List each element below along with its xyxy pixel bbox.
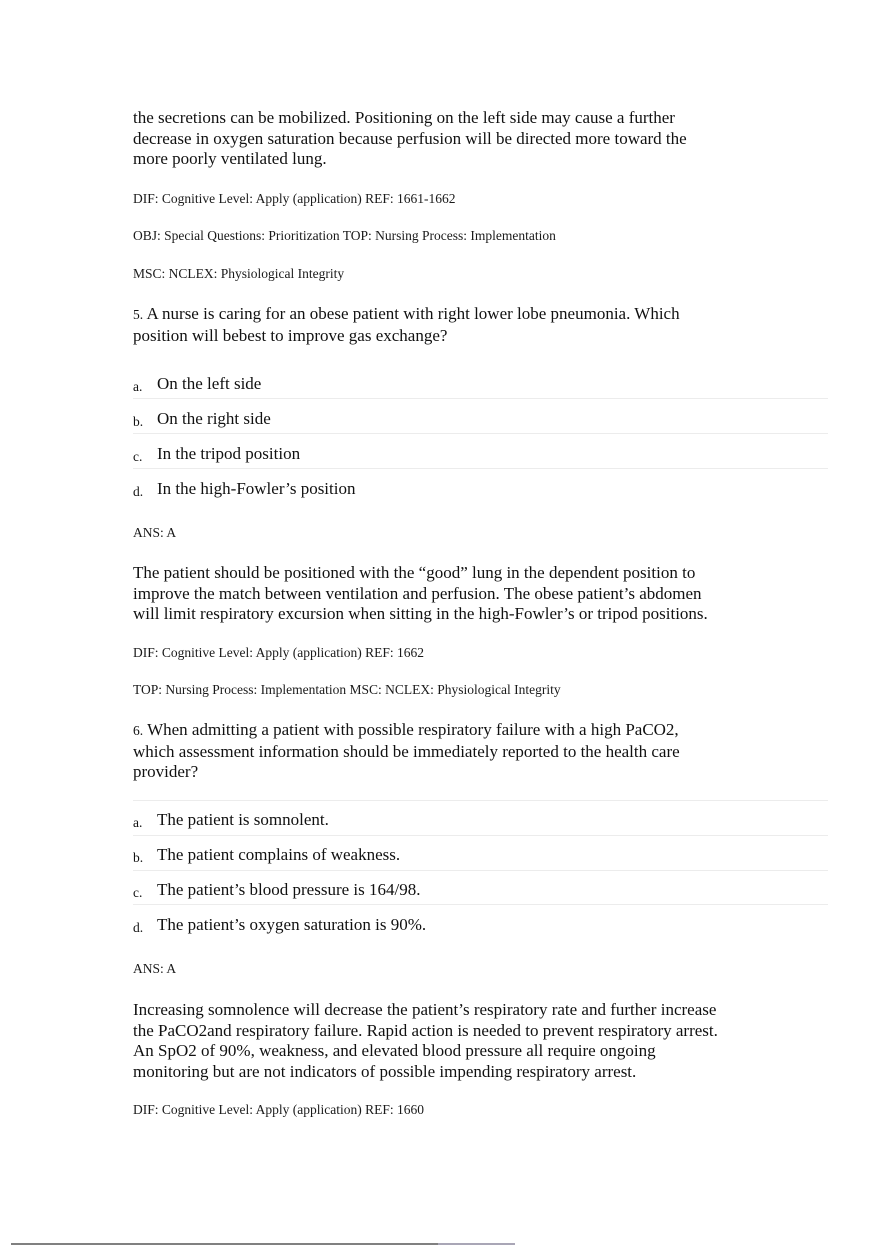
intro-paragraph: [133, 108, 773, 170]
option-text: The patient complains of weakness.: [157, 845, 401, 864]
question-5-rationale: [133, 563, 753, 625]
rationale-line: Increasing somnolence will decrease the patient’s respiratory rate and further increase: [133, 1000, 717, 1019]
question-5-option-b[interactable]: [133, 403, 828, 437]
option-text: On the right side: [157, 409, 271, 428]
question-5-meta-dif: DIF: Cognitive Level: Apply (application) REF: 1662: [133, 645, 424, 660]
option-text: In the high-Fowler’s position: [157, 479, 356, 498]
option-letter: d.: [133, 484, 144, 499]
option-divider: [133, 870, 828, 871]
rationale-line: improve the match between ventilation and perfusion. The obese patient’s abdomen: [133, 583, 702, 603]
rationale-line: The patient should be positioned with the “good” lung in the dependent position to: [133, 563, 696, 582]
intro-line: decrease in oxygen saturation because perfusion will be directed more toward the: [133, 128, 687, 148]
option-text: The patient is somnolent.: [157, 810, 329, 829]
option-text: The patient’s blood pressure is 164/98.: [157, 880, 421, 899]
option-divider: [133, 468, 828, 469]
option-divider: [133, 398, 828, 399]
question-6-answer: ANS: A: [133, 961, 177, 976]
question-number: 6.: [133, 723, 144, 738]
option-text: The patient’s oxygen saturation is 90%.: [157, 915, 427, 934]
option-divider: [133, 835, 828, 836]
question-5-option-a[interactable]: [133, 368, 828, 402]
rationale-line: An SpO2 of 90%, weakness, and elevated blood pressure all require ongoing: [133, 1041, 656, 1060]
stem-line: which assessment information should be immediately reported to the health care: [133, 741, 680, 761]
question-6-option-c[interactable]: [133, 874, 828, 908]
stem-line: provider?: [133, 762, 199, 781]
question-number: 5.: [133, 307, 144, 322]
footer-divider-accent: [438, 1243, 515, 1245]
rationale-line: the PaCO2and respiratory failure. Rapid action is needed to prevent respiratory arrest.: [133, 1020, 718, 1040]
question-6-meta-dif: DIF: Cognitive Level: Apply (application) REF: 1660: [133, 1102, 424, 1117]
option-letter: d.: [133, 920, 144, 935]
rationale-line: monitoring but are not indicators of possible impending respiratory arrest.: [133, 1061, 637, 1081]
rationale-line: will limit respiratory excursion when sitting in the high-Fowler’s or tripod positions.: [133, 604, 708, 623]
option-divider: [133, 433, 828, 434]
option-divider: [133, 904, 828, 905]
question-6-option-a[interactable]: [133, 804, 828, 838]
option-text: In the tripod position: [157, 444, 301, 463]
stem-line: When admitting a patient with possible respiratory failure with a high PaCO2,: [147, 720, 679, 739]
intro-meta-dif: DIF: Cognitive Level: Apply (application) REF: 1661-1662: [133, 191, 456, 206]
option-letter: c.: [133, 449, 143, 464]
question-6-option-d[interactable]: [133, 909, 828, 943]
question-5-answer: ANS: A: [133, 525, 177, 540]
intro-line: more poorly ventilated lung.: [133, 149, 327, 168]
option-letter: a.: [133, 379, 143, 394]
question-5-option-c[interactable]: [133, 438, 828, 472]
question-6-stem: [133, 720, 793, 783]
option-text: On the left side: [157, 374, 262, 393]
intro-meta-obj: OBJ: Special Questions: Prioritization TOP: Nursing Process: Implementation: [133, 228, 556, 243]
question-5-option-d[interactable]: [133, 473, 828, 507]
stem-line: A nurse is caring for an obese patient with right lower lobe pneumonia. Which: [146, 304, 680, 323]
option-letter: c.: [133, 885, 143, 900]
question-5-stem: [133, 304, 793, 346]
option-letter: b.: [133, 850, 144, 865]
stem-line: position will bebest to improve gas exchange?: [133, 325, 448, 345]
intro-line: the secretions can be mobilized. Positioning on the left side may cause a further: [133, 108, 675, 127]
option-letter: b.: [133, 414, 144, 429]
footer-divider: [11, 1243, 438, 1245]
option-divider: [133, 800, 828, 801]
question-6-rationale: [133, 1000, 773, 1082]
intro-meta-msc: MSC: NCLEX: Physiological Integrity: [133, 266, 345, 281]
question-5-meta-top: TOP: Nursing Process: Implementation MSC: NCLEX: Physiological Integrity: [133, 682, 561, 697]
option-letter: a.: [133, 815, 143, 830]
question-6-option-b[interactable]: [133, 839, 828, 873]
